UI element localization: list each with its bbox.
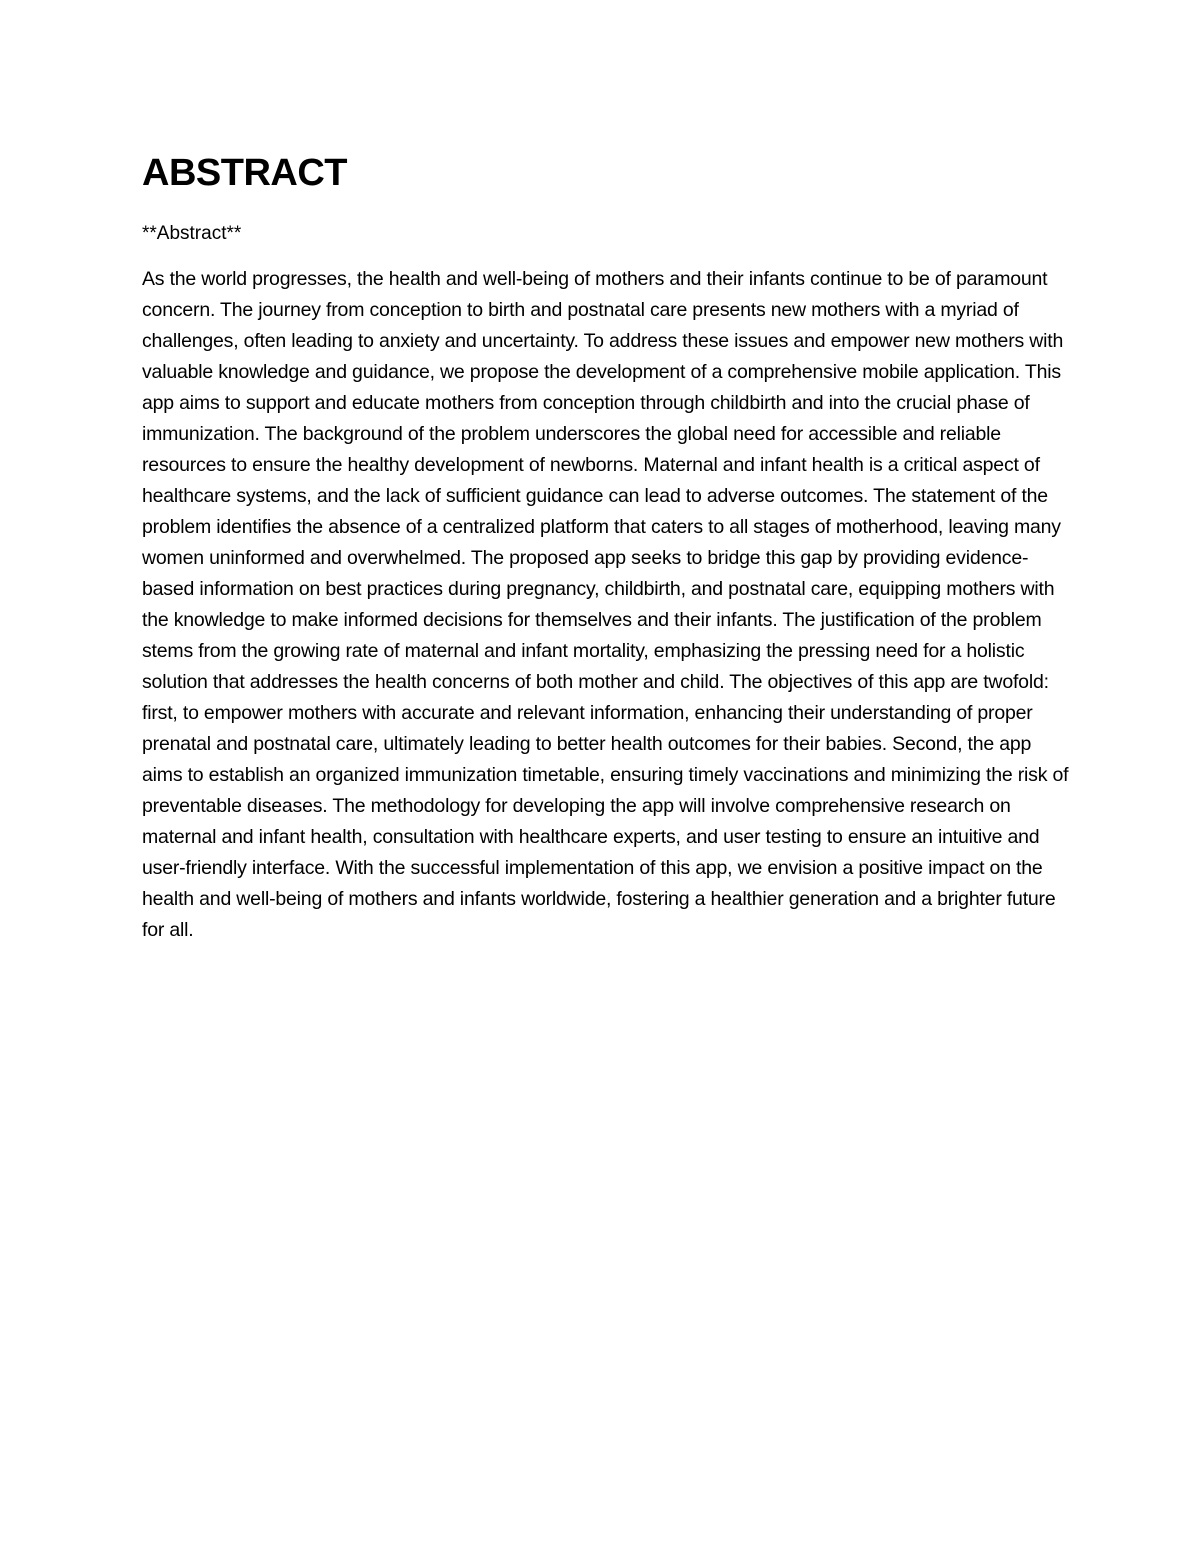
abstract-paragraph: As the world progresses, the health and well-being of mothers and their infants continue to be of paramount concern. The journey from conception to birth and postnatal care presents new mothers with a myriad of challenges, often leading to anxiety and uncertainty. To address these issues and empower new mothers with valuable knowledge and guidance, we propose the development of a comprehensive mobile application. This app aims to support and educate mothers from conception through childbirth and into the crucial phase of immunization. The background of the problem underscores the global need for accessible and reliable resources to ensure the healthy development of newborns. Maternal and infant health is a critical aspect of healthcare systems, and the lack of sufficient guidance can lead to adverse outcomes. The statement of the problem identifies the absence of a centralized platform that caters to all stages of motherhood, leaving many women uninformed and overwhelmed. The proposed app seeks to bridge this gap by providing evidence-based information on best practices during pregnancy, childbirth, and postnatal care, equipping mothers with the knowledge to make informed decisions for themselves and their infants. The justification of the problem stems from the growing rate of maternal and infant mortality, emphasizing the pressing need for a holistic solution that addresses the health concerns of both mother and child. The objectives of this app are twofold: first, to empower mothers with accurate and relevant information, enhancing their understanding of proper prenatal and postnatal care, ultimately leading to better health outcomes for their babies. Second, the app aims to establish an organized immunization timetable, ensuring timely vaccinations and minimizing the risk of preventable diseases. The methodology for developing the app will involve comprehensive research on maternal and infant health, consultation with healthcare experts, and user testing to ensure an intuitive and user-friendly interface. With the successful implementation of this app, we envision a positive impact on the health and well-being of mothers and infants worldwide, fostering a healthier generation and a brighter future for all. <box>142 268 1069 941</box>
page-title: ABSTRACT <box>142 152 347 194</box>
section-subheading: **Abstract** <box>142 223 242 244</box>
document-content <box>142 150 1072 946</box>
